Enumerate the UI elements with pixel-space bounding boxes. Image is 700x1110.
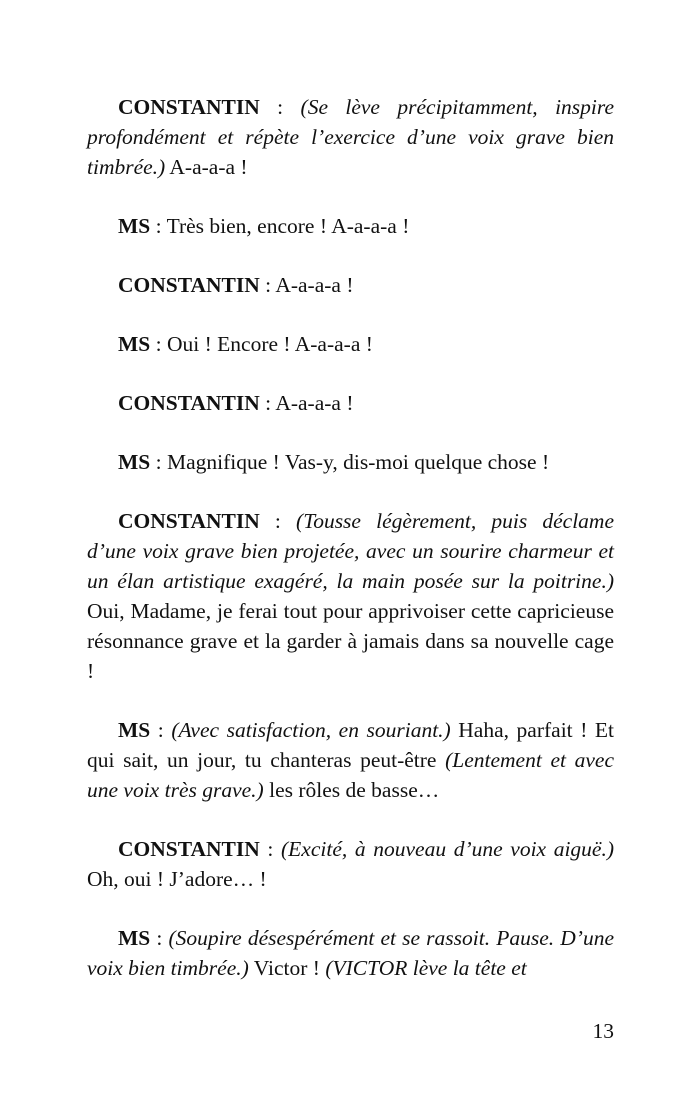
dialogue-paragraph (87, 447, 614, 477)
dialogue-text: Magnifique ! Vas-y, dis-moi quelque chose ! (166, 450, 550, 474)
stage-direction: (VICTOR lève la tête et (325, 956, 527, 980)
speaker-separator: : (150, 718, 172, 742)
speaker-name: CONSTANTIN (118, 509, 260, 533)
dialogue-text: Oui, Madame, je ferai tout pour apprivoiser cette capricieuse résonnance grave et la garder à jamais dans sa nouvelle cage ! (87, 599, 614, 683)
stage-direction: (Excité, à nouveau d’une voix aiguë.) (281, 837, 615, 861)
dialogue-text: A-a-a-a ! (275, 273, 354, 297)
page-body (87, 92, 614, 1012)
dialogue-text: Victor ! (248, 956, 326, 980)
dialogue-paragraph (87, 270, 614, 300)
speaker-separator: : (259, 391, 276, 415)
speaker-name: CONSTANTIN (118, 837, 260, 861)
dialogue-paragraph (87, 834, 614, 894)
dialogue-text: Oui ! Encore ! A-a-a-a ! (166, 332, 373, 356)
dialogue-paragraph (87, 329, 614, 359)
speaker-separator: : (259, 837, 281, 861)
speaker-separator: : (259, 95, 301, 119)
speaker-name: CONSTANTIN (118, 273, 260, 297)
dialogue-text: Haha, parfait ! Et qui sait, un jour, tu chanteras peut-être (87, 718, 614, 772)
speaker-separator: : (259, 509, 297, 533)
dialogue-text: A-a-a-a ! (165, 155, 248, 179)
speaker-name: MS (118, 332, 151, 356)
speaker-separator: : (150, 926, 169, 950)
stage-direction: (Lentement et avec une voix très grave.) (87, 748, 614, 802)
speaker-name: MS (118, 214, 151, 238)
page-number: 13 (592, 1019, 614, 1043)
dialogue-paragraph (87, 92, 614, 182)
dialogue-paragraph (87, 923, 614, 983)
speaker-name: CONSTANTIN (118, 95, 260, 119)
dialogue-paragraph (87, 211, 614, 241)
dialogue-text: Très bien, encore ! A-a-a-a ! (166, 214, 410, 238)
speaker-name: CONSTANTIN (118, 391, 260, 415)
dialogue-paragraph (87, 506, 614, 686)
speaker-separator: : (150, 332, 167, 356)
speaker-name: MS (118, 718, 151, 742)
dialogue-text: les rôles de basse… (263, 778, 440, 802)
speaker-name: MS (118, 450, 151, 474)
dialogue-text: Oh, oui ! J’adore… ! (87, 867, 267, 891)
speaker-separator: : (150, 450, 167, 474)
speaker-separator: : (150, 214, 167, 238)
dialogue-paragraph (87, 715, 614, 805)
dialogue-paragraph (87, 388, 614, 418)
stage-direction: (Avec satisfaction, en souriant.) (171, 718, 451, 742)
stage-direction: (Soupire désespérément et se rassoit. Pause. D’une voix bien timbrée.) (87, 926, 614, 980)
stage-direction: (Se lève précipitamment, inspire profondément et répète l’exercice d’une voix grave bien timbrée.) (87, 95, 614, 179)
speaker-separator: : (259, 273, 276, 297)
stage-direction: (Tousse légèrement, puis déclame d’une voix grave bien projetée, avec un sourire charmeur et un élan artistique exagéré, la main posée sur la poitrine.) (87, 509, 614, 593)
dialogue-text: A-a-a-a ! (275, 391, 354, 415)
speaker-name: MS (118, 926, 151, 950)
